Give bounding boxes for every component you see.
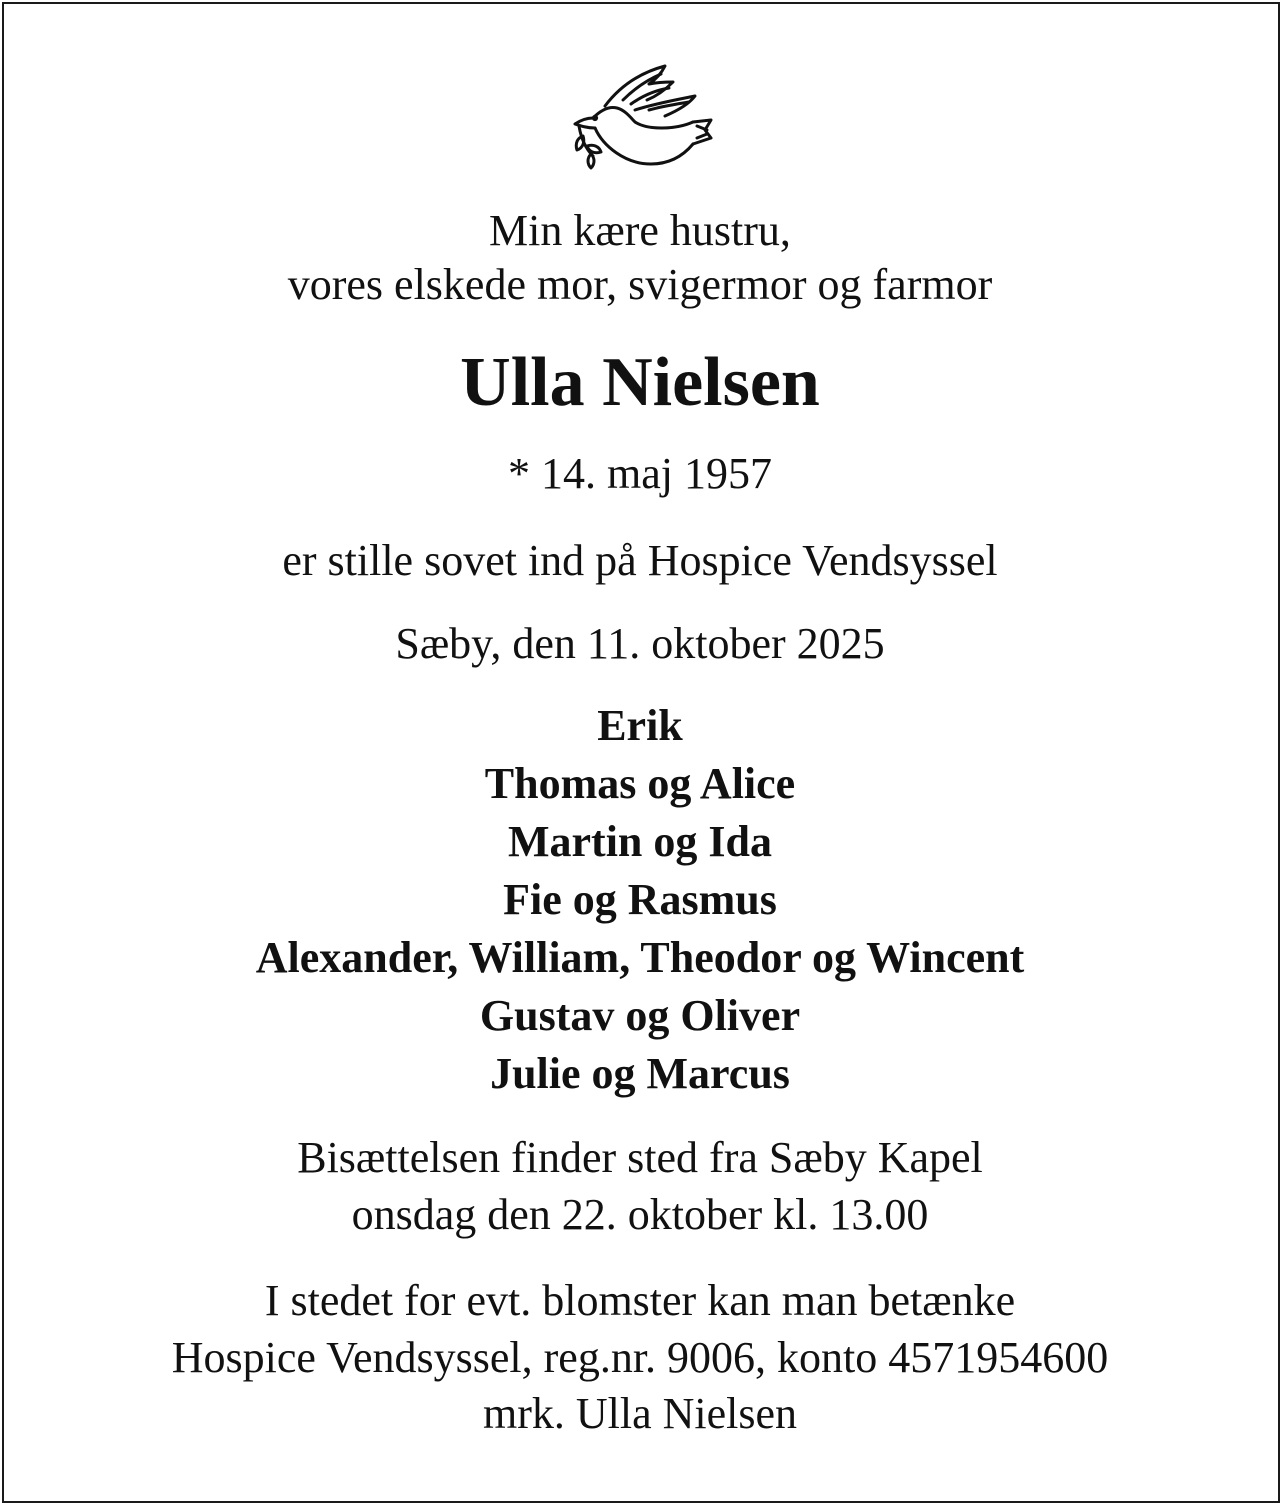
deceased-name: Ulla Nielsen <box>460 344 820 421</box>
family-member-line: Fie og Rasmus <box>503 875 777 924</box>
intro-line-1: Min kære hustru, <box>489 206 791 255</box>
donation-line-3: mrk. Ulla Nielsen <box>482 1389 798 1438</box>
place-and-date: Sæby, den 11. oktober 2025 <box>395 619 885 668</box>
donation-line-1: I stedet for evt. blomster kan man betænke <box>264 1276 1016 1325</box>
passing-statement: er stille sovet ind på Hospice Vendsyssel <box>282 536 998 585</box>
intro-line-2: vores elskede mor, svigermor og farmor <box>287 260 993 309</box>
dove-icon <box>565 60 715 172</box>
family-member-line: Gustav og Oliver <box>479 991 801 1040</box>
funeral-line-1: Bisættelsen finder sted fra Sæby Kapel <box>297 1133 983 1182</box>
family-member-line: Martin og Ida <box>508 817 772 866</box>
birth-date: * 14. maj 1957 <box>508 449 772 498</box>
donation-line-2: Hospice Vendsyssel, reg.nr. 9006, konto 4571954600 <box>171 1333 1109 1382</box>
family-member-line: Thomas og Alice <box>484 759 796 808</box>
family-member-line: Julie og Marcus <box>490 1049 790 1098</box>
family-member-line: Alexander, William, Theodor og Wincent <box>255 933 1025 982</box>
family-member-line: Erik <box>597 701 683 750</box>
funeral-line-2: onsdag den 22. oktober kl. 13.00 <box>351 1190 929 1239</box>
